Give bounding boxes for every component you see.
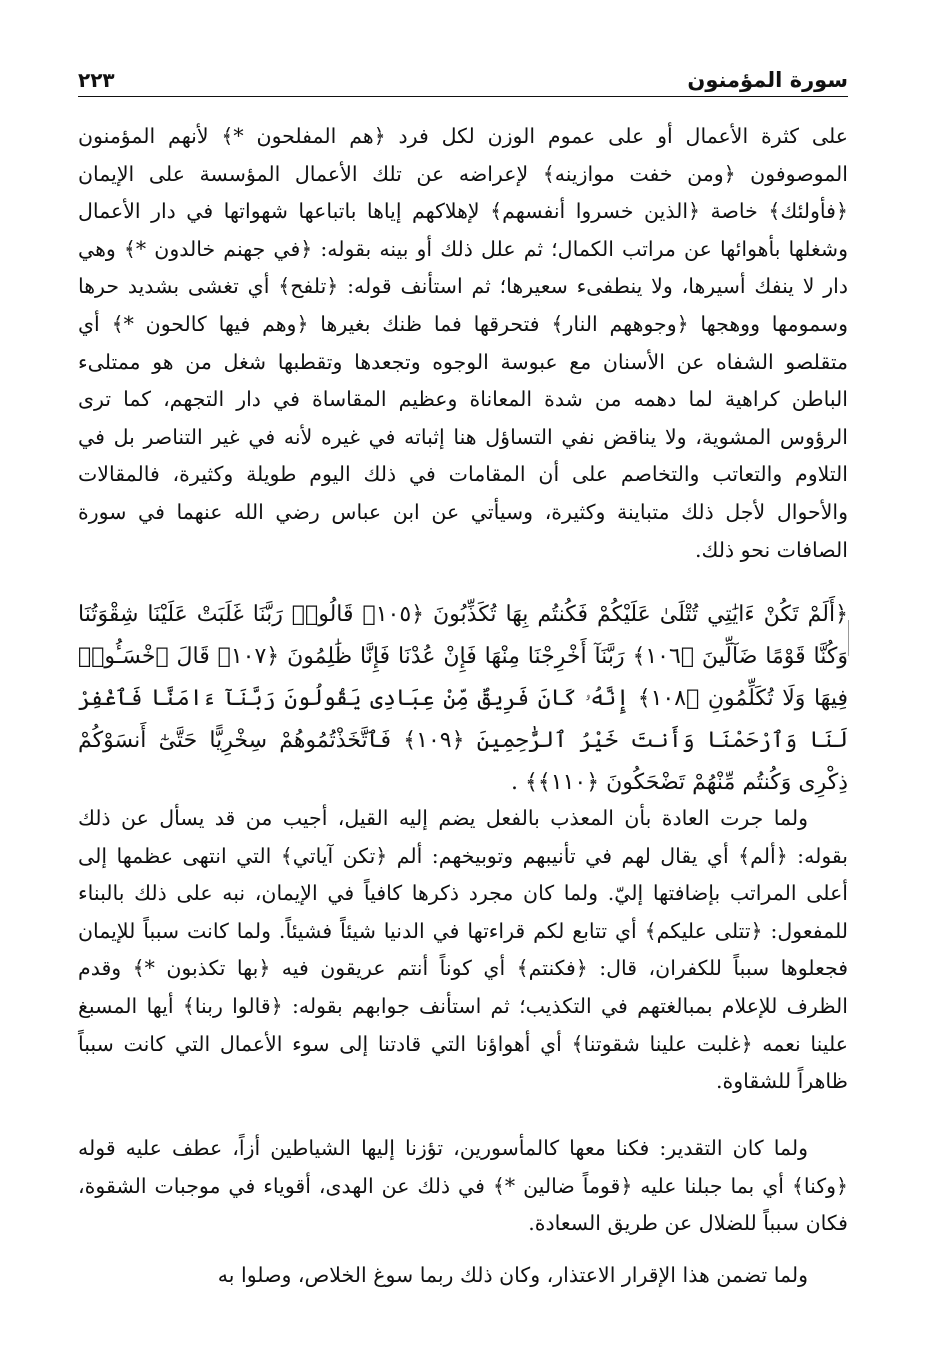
page-number: ٢٢٣: [78, 68, 115, 92]
margin-mark: [848, 620, 849, 656]
running-header: [78, 58, 848, 97]
commentary-paragraph-2: ولما جرت العادة بأن المعذب بالفعل يضم إليه القيل، أجيب من قد يسأل عن ذلك بقوله: ﴿ألم﴾ أي يقال لهم في تأنيبهم وتوبيخهم: ألم ﴿تكن آياتي﴾ التي انتهى عظمها إلى أعلى المراتب بإضافتها إليّ. ولما كان مجرد ذكرها كافياً في الإيمان، نبه على ذلك بالبناء للمفعول: ﴿تتلى عليكم﴾ أي تتابع لكم قراءتها في الدنيا شيئاً فشيئاً. ولما كانت سبباً للإيمان فجعلوها سبباً للكفران، قال: ﴿فكنتم﴾ أي كوناً أنتم عريقون فيه ﴿بها تكذبون *﴾ وقدم الظرف للإعلام بمبالغتهم في التكذيب؛ ثم استأنف جوابهم بقوله: ﴿قالوا ربنا﴾ أيها المسبغ علينا نعمه ﴿غلبت علينا شقوتنا﴾ أي أهواؤنا التي قادتنا إلى سوء الأعمال التي كانت سبباً ظاهراً للشقاوة.: [78, 806, 848, 1094]
commentary-paragraph-3: ولما كان التقدير: فكنا معها كالمأسورين، تؤزنا إليها الشياطين أزاً، عطف عليه قوله ﴿وكنا﴾ أي بما جبلنا عليه ﴿قوماً ضالين *﴾ في ذلك عن الهدى، أقوياء في موجبات الشقوة، فكان سبباً للضلال عن طريق السعادة.: [78, 1136, 848, 1236]
commentary-paragraph-1: على كثرة الأعمال أو على عموم الوزن لكل فرد ﴿هم المفلحون *﴾ لأنهم المؤمنون الموصوفون ﴿ومن خفت موازينه﴾ لإعراضه عن تلك الأعمال المؤسسة على الإيمان ﴿فأولئك﴾ خاصة ﴿الذين خسروا أنفسهم﴾ لإهلاكهم إياها باتباعها شهواتها في دار الأعمال وشغلها بأهوائها عن مراتب الكمال؛ ثم علل ذلك أو بينه بقوله: ﴿في جهنم خالدون *﴾ وهي دار لا ينفك أسيرها، ولا ينطفىء سعيرها؛ ثم استأنف قوله: ﴿تلفح﴾ أي تغشى بشديد حرها وسمومها ووهجها ﴿وجوههم النار﴾ فتحرقها فما ظنك بغيرها ﴿وهم فيها كالحون *﴾ أي متقلصو الشفاه عن الأسنان مع عبوسة الوجوه وتجعدها وتقطبها شغل من هو ممتلىء الباطن كراهية لما دهمه من شدة المعاناة وعظيم المقاساة في دار التجهم، كما ترى الرؤوس المشوية، ولا يناقض نفي التساؤل هنا إثباته في غيره لأنه في غير التناصر بل في التلاوم والتعاتب والتخاصم على أن المقامات في ذلك اليوم طويلة وكثيرة، فالمقالات والأحوال لأجل ذلك متباينة وكثيرة، وسيأتي عن ابن عباس رضي الله عنهما في سورة الصافات نحو ذلك.: [78, 124, 848, 562]
surah-title: سورة المؤمنون: [687, 68, 848, 92]
commentary-paragraph-4: ولما تضمن هذا الإقرار الاعتذار، وكان ذلك ربما سوغ الخلاص، وصلوا به: [217, 1263, 808, 1287]
quran-verses: ﴿أَلَمْ تَكُنْ ءَايَٰتِي تُتْلَىٰ عَلَيْكُمْ فَكُنتُم بِهَا تُكَذِّبُونَ ﴿١٠٥﴾ قَالُوا۟ رَبَّنَا غَلَبَتْ عَلَيْنَا شِقْوَتُنَا وَكُنَّا قَوْمًا ضَآلِّينَ ﴿١٠٦﴾ رَبَّنَآ أَخْرِجْنَا مِنْهَا فَإِنْ عُدْنَا فَإِنَّا ظَٰلِمُونَ ﴿١٠٧﴾ قَالَ ٱخْسَـُٔوا۟ فِيهَا وَلَا تُكَلِّمُونِ ﴿١٠٨﴾ إِنَّهُۥ كَانَ فَرِيقٌ مِّنْ عِبَادِى يَقُولُونَ رَبَّنَآ ءَامَنَّا فَٱغْفِرْ لَنَا وَٱرْحَمْنَا وَأَنتَ خَيْرُ ٱلرَّٰحِمِينَ ﴿١٠٩﴾ فَٱتَّخَذْتُمُوهُمْ سِخْرِيًّا حَتَّىٰٓ أَنسَوْكُمْ ذِكْرِى وَكُنتُم مِّنْهُمْ تَضْحَكُونَ ﴿١١٠﴾﴾ .: [78, 602, 849, 795]
